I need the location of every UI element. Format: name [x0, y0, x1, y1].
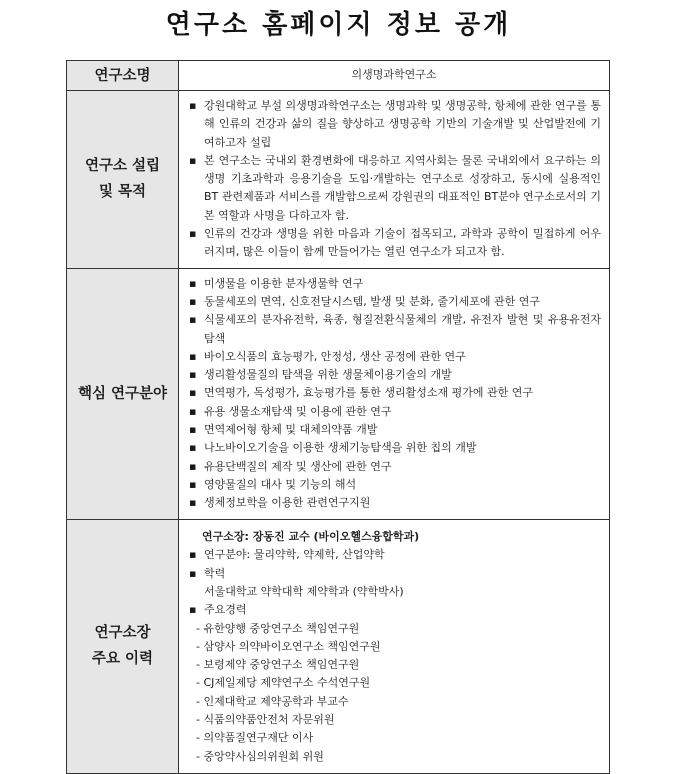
director-career-label: ▪ 주요경력 [187, 601, 601, 619]
purpose-row [67, 91, 610, 269]
career-item: - 유한양행 중앙연구소 책임연구원 [196, 621, 360, 635]
career-item: - 보령제약 중앙연구소 책임연구원 [196, 658, 360, 672]
career-item: - 중앙약사심의위원회 위원 [196, 749, 324, 763]
purpose-list [179, 91, 609, 268]
research-item: ▪ 면역평가, 독성평가, 효능평가를 통한 생리활성소재 평가에 관한 연구 [187, 384, 601, 402]
research-item: ▪ 생리활성물질의 탐색을 위한 생물체이용기술의 개발 [187, 366, 601, 384]
director-education-label: ▪ 학력 [187, 565, 601, 583]
career-item: - 의약품질연구재단 이사 [196, 731, 314, 745]
institute-name: 의생명과학연구소 [179, 61, 610, 91]
purpose-item: ▪ 본 연구소는 국내외 환경변화에 대응하고 지역사회는 물론 국내외에서 요구하는 의생명 기초과학과 응용기술을 도입·개발하는 연구소로 성장하고, 동시에 실용적인 BT 관련제품과 서비스를 개발함으로써 강원권의 대표적인 BT분야 연구소로서의 기본 역할과 사명을 다하고자 함. [187, 152, 601, 225]
director-label-line1: 연구소장 [94, 625, 151, 642]
purpose-label-line2: 및 목적 [98, 184, 147, 201]
purpose-item: ▪ 인류의 건강과 생명을 위한 마음과 기술이 접목되고, 과학과 공학이 밀접하게 어우러지며, 많은 이들이 함께 만들어가는 열린 연구소가 되고자 함. [187, 225, 601, 262]
research-item: ▪ 동물세포의 면역, 신호전달시스템, 발생 및 분화, 줄기세포에 관한 연구 [187, 293, 601, 311]
research-row [67, 268, 610, 519]
director-field: ▪ 연구분야: 물리약학, 약제학, 산업약학 [187, 546, 601, 564]
research-item: ▪ 유용단백질의 제작 및 생산에 관한 연구 [187, 458, 601, 476]
director-label [67, 519, 179, 773]
research-item: ▪ 영양물질의 대사 및 기능의 해석 [187, 476, 601, 494]
info-table [66, 60, 610, 774]
research-item: ▪ 유용 생물소재탐색 및 이용에 관한 연구 [187, 403, 601, 421]
research-list [179, 269, 609, 519]
career-item: - 식품의약품안전처 자문위원 [196, 713, 335, 727]
research-item: ▪ 바이오식품의 효능평가, 안정성, 생산 공정에 관한 연구 [187, 348, 601, 366]
page-title: 연구소 홈페이지 정보 공개 [165, 10, 512, 40]
director-career-header [187, 601, 601, 619]
career-item: - CJ제일제당 제약연구소 수석연구원 [196, 676, 371, 690]
director-education: 서울대학교 약학대학 제약학과 (약학박사) [204, 584, 404, 598]
director-content [179, 519, 610, 773]
director-name: 연구소장: 장동진 교수 (바이오헬스융합학과) [202, 530, 420, 544]
research-label: 핵심 연구분야 [67, 268, 179, 519]
purpose-label [67, 91, 179, 269]
career-item: - 삼양사 의약바이오연구소 책임연구원 [196, 639, 381, 653]
research-item: ▪ 생체정보학을 이용한 관련연구지원 [187, 494, 601, 512]
research-item: ▪ 면역제어형 항체 및 대체의약품 개발 [187, 421, 601, 439]
director-row [67, 519, 610, 773]
director-label-line2: 주요 이력 [91, 651, 154, 668]
career-item: - 인제대학교 제약공학과 부교수 [196, 694, 349, 708]
research-content [179, 268, 610, 519]
research-item: ▪ 미생물을 이용한 분자생물학 연구 [187, 275, 601, 293]
institute-label: 연구소명 [67, 61, 179, 91]
research-item: ▪ 식물세포의 분자유전학, 육종, 형질전환식물체의 개발, 유전자 발현 및 유용유전자 탐색 [187, 311, 601, 348]
director-info-list [187, 546, 601, 583]
director-career-list [187, 620, 601, 766]
research-item: ▪ 나노바이오기술을 이용한 생체기능탐색을 위한 칩의 개발 [187, 439, 601, 457]
purpose-content [179, 91, 610, 269]
purpose-item: ▪ 강원대학교 부설 의생명과학연구소는 생명과학 및 생명공학, 항체에 관한 연구를 통해 인류의 건강과 삶의 질을 향상하고 생명공학 기반의 기술개발 및 산업발전에 기여하고자 설립 [187, 97, 601, 152]
purpose-label-line1: 연구소 설립 [84, 158, 161, 175]
institute-row [67, 61, 610, 91]
